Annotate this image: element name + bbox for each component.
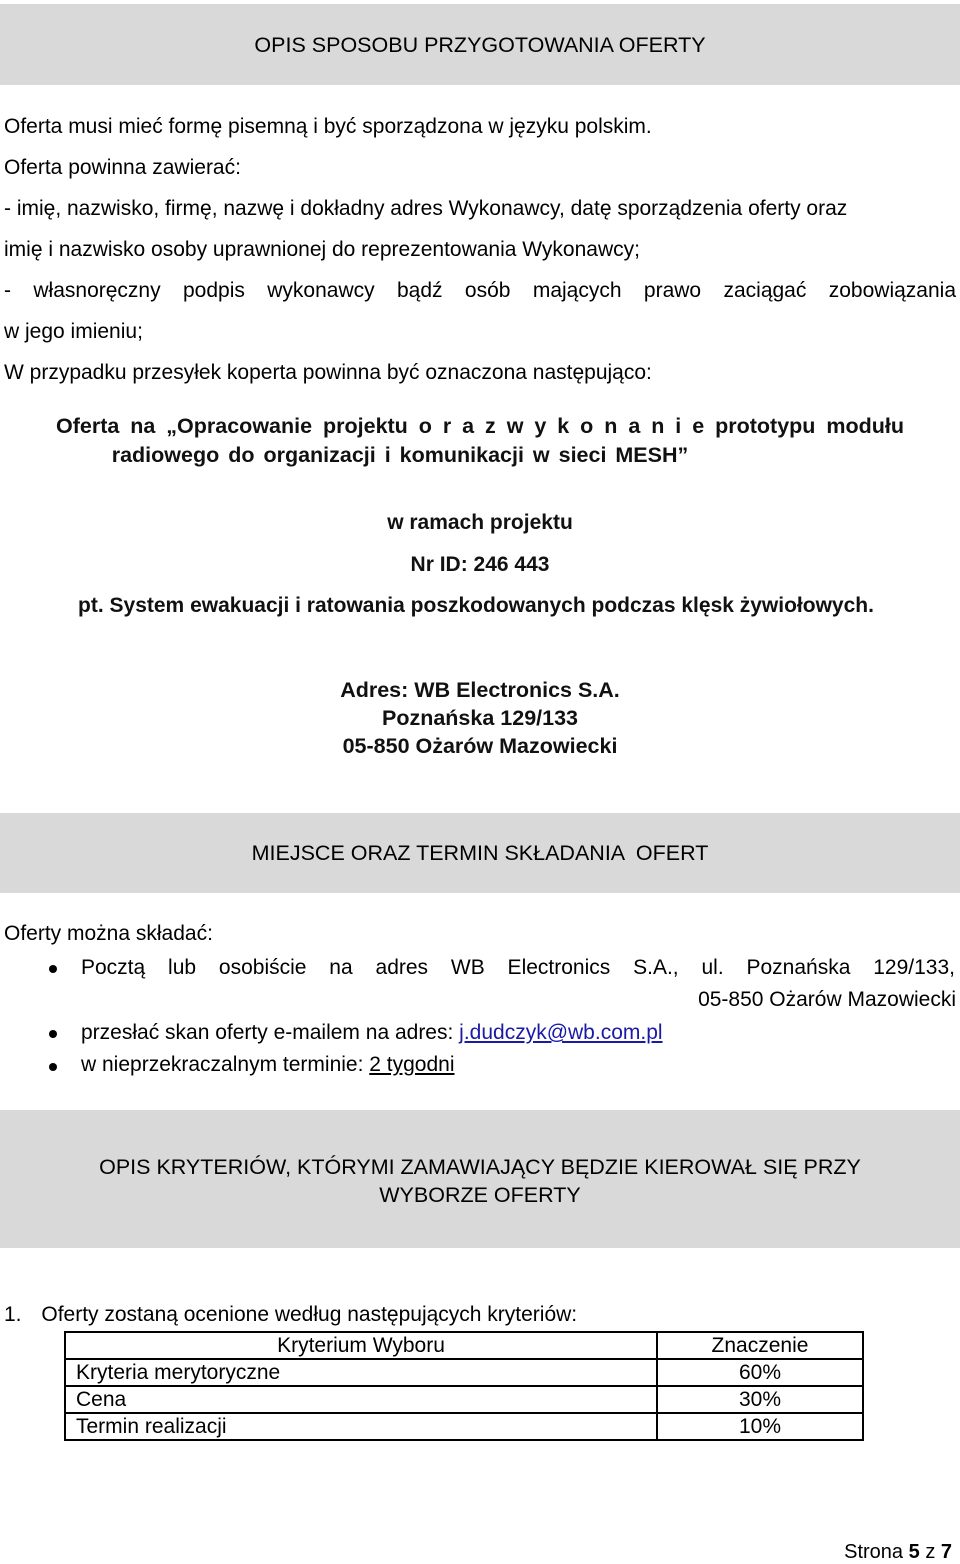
offer-title-line: Oferta na „Opracowanie projektu o r a z w y k o n a n i e prototypu modułu xyxy=(56,414,904,438)
offer-preparation-text xyxy=(4,106,956,393)
offer-marking xyxy=(0,414,960,439)
text-line: - własnoręczny podpis wykonawcy bądź osób mających prawo zaciągać zobowiązania xyxy=(4,279,956,302)
text-line: - imię, nazwisko, firmę, nazwę i dokładny adres Wykonawcy, datę sporządzenia oferty oraz xyxy=(4,197,848,220)
offer-title-text: radiowego do organizacji i komunikacji w sieci MESH” xyxy=(111,443,689,467)
table-row xyxy=(65,1359,863,1386)
postal-address-city: 05-850 Ożarów Mazowiecki xyxy=(698,988,956,1011)
page-label: Strona xyxy=(844,1541,904,1563)
address-street: Poznańska 129/133 xyxy=(381,706,578,730)
table-header-cell: Kryterium Wyboru xyxy=(65,1332,657,1359)
deadline-intro: w nieprzekraczalnym terminie: xyxy=(81,1053,370,1076)
bullet-icon xyxy=(49,1063,57,1071)
page-of: z xyxy=(925,1541,936,1563)
criterion-weight: 10% xyxy=(657,1413,863,1440)
bullet-text xyxy=(81,956,955,980)
deadline-value: 2 tygodni xyxy=(369,1053,455,1076)
bullet-icon xyxy=(49,1030,57,1038)
address-city: 05-850 Ożarów Mazowiecki xyxy=(342,734,618,758)
offer-address xyxy=(0,676,960,760)
page-current: 5 xyxy=(908,1541,920,1563)
bullet-text xyxy=(81,1021,663,1045)
table-header-cell: Znaczenie xyxy=(657,1332,863,1359)
section-heading-line: WYBORZE OFERTY xyxy=(379,1183,581,1207)
offer-nr-id-text: Nr ID: 246 443 xyxy=(410,553,550,576)
email-link[interactable]: j.dudczyk@wb.com.pl xyxy=(459,1021,663,1044)
submission-intro: Oferty można składać: xyxy=(4,922,213,945)
criterion-weight: 60% xyxy=(657,1359,863,1386)
criterion-name: Termin realizacji xyxy=(65,1413,657,1440)
criterion-name: Cena xyxy=(65,1386,657,1413)
criteria-intro-text: Oferty zostaną ocenione według następujących kryteriów: xyxy=(41,1303,578,1326)
section-heading xyxy=(99,1153,861,1209)
offer-frame-text: w ramach projektu xyxy=(387,511,573,534)
criteria-intro xyxy=(4,1303,577,1327)
section-heading-band xyxy=(0,813,960,893)
text-line: w jego imieniu; xyxy=(4,320,143,343)
table-header-row xyxy=(65,1332,863,1359)
criterion-name: Kryteria merytoryczne xyxy=(65,1359,657,1386)
offer-project-title-text: pt. System ewakuacji i ratowania poszkodowanych podczas klęsk żywiołowych. xyxy=(78,594,874,617)
table-row xyxy=(65,1386,863,1413)
bullet-text xyxy=(81,1053,455,1077)
text-line: Oferta powinna zawierać: xyxy=(4,156,241,179)
text-line: W przypadku przesyłek koperta powinna być oznaczona następująco: xyxy=(4,361,652,384)
section-heading-band xyxy=(0,1110,960,1248)
postal-address-text: Pocztą lub osobiście na adres WB Electronics S.A., ul. Poznańska 129/133, xyxy=(81,956,955,979)
address-label: Adres: WB Electronics S.A. xyxy=(340,678,620,702)
bullet-icon xyxy=(49,965,57,973)
section-heading-line: OPIS KRYTERIÓW, KTÓRYMI ZAMAWIAJĄCY BĘDZIE KIEROWAŁ SIĘ PRZY xyxy=(99,1155,861,1179)
list-number: 1. xyxy=(4,1303,22,1326)
email-intro: przesłać skan oferty e-mailem na adres: xyxy=(81,1021,460,1044)
offer-frame xyxy=(0,511,960,535)
criterion-weight: 30% xyxy=(657,1386,863,1413)
page-number xyxy=(844,1541,952,1564)
text-line: Oferta musi mieć formę pisemną i być sporządzona w języku polskim. xyxy=(4,115,652,138)
offer-nr-id xyxy=(0,553,960,577)
criteria-table xyxy=(64,1331,864,1441)
section-heading: MIEJSCE ORAZ TERMIN SKŁADANIA OFERT xyxy=(251,841,709,865)
section-heading: OPIS SPOSOBU PRZYGOTOWANIA OFERTY xyxy=(254,32,706,57)
table-row xyxy=(65,1413,863,1440)
text-line: imię i nazwisko osoby uprawnionej do reprezentowania Wykonawcy; xyxy=(4,238,640,261)
offer-title-line xyxy=(0,443,880,468)
page-total: 7 xyxy=(940,1541,952,1563)
section-heading-band xyxy=(0,4,960,85)
offer-project-title xyxy=(0,594,956,618)
